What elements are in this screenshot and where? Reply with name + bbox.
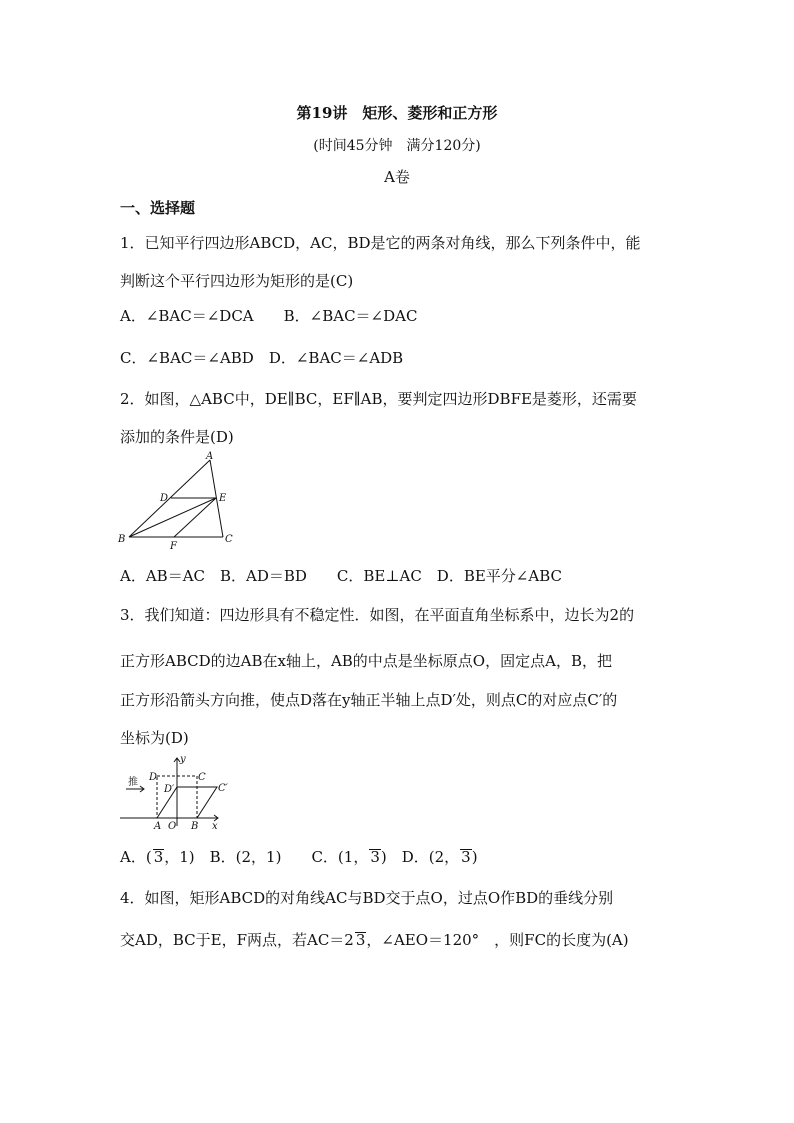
- q3-label-c: C: [198, 772, 206, 783]
- q2-line1: 2．如图，△ABC中，DE∥BC，EF∥AB，要判定四边形DBFE是菱形，还需要: [120, 390, 637, 408]
- sqrt-3-a: [153, 849, 165, 866]
- q2-label-b: B: [118, 534, 126, 545]
- q4-line2: [120, 929, 629, 950]
- q3-opt-a-post: ，1): [164, 848, 195, 866]
- q4-line1: 4．如图，矩形ABCD的对角线AC与BD交于点O，过点O作BD的垂线分别: [120, 889, 614, 907]
- q1-options-cd: C．∠BAC＝∠ABD D．∠BAC＝∠ADB: [120, 349, 404, 367]
- q3-push-label: 推: [128, 777, 138, 788]
- q3-line2: 正方形ABCD的边AB在x轴上，AB的中点是坐标原点O，固定点A，B，把: [120, 652, 612, 670]
- q3-opt-d-post: ): [471, 848, 478, 866]
- q3-label-o: O: [168, 821, 177, 832]
- q1-line2: 判断这个平行四边形为矩形的是(C): [120, 272, 354, 290]
- q3-label-cprime: C′: [218, 783, 228, 794]
- sqrt-radicand: 3: [355, 931, 366, 949]
- sqrt-radicand: 3: [461, 848, 471, 866]
- q3-opt-cd: ) D．(2，: [380, 848, 460, 866]
- q3-line4: 坐标为(D): [120, 729, 189, 747]
- q4-line2-pre: 交AD，BC于E，F两点，若AC＝2: [120, 931, 354, 949]
- page-title: 第19讲 矩形、菱形和正方形: [296, 104, 498, 122]
- q3-label-dprime: D′: [164, 784, 175, 795]
- q3-line1: 3．我们知道：四边形具有不稳定性．如图，在平面直角坐标系中，边长为2的: [120, 606, 635, 624]
- section-heading: 一、选择题: [120, 199, 196, 217]
- q3-label-a: A: [154, 821, 162, 832]
- q2-triangle-figure: [115, 450, 245, 550]
- q3-opt-a-pre: A．(: [120, 848, 152, 866]
- page-subtitle: (时间45分钟 满分120分): [313, 138, 481, 154]
- sqrt-3-q4: [355, 932, 367, 949]
- q2-label-f: F: [170, 541, 177, 550]
- q4-line2-post: ，∠AEO＝120° ，则FC的长度为(A): [366, 931, 629, 949]
- q3-options: [120, 846, 478, 867]
- q3-label-d: D: [149, 772, 158, 783]
- sqrt-3-c: [369, 849, 381, 866]
- q3-line3: 正方形沿箭头方向推，使点D落在y轴正半轴上点D′处，则点C的对应点C′的: [120, 691, 618, 709]
- q3-label-y: y: [180, 754, 186, 765]
- q2-line2: 添加的条件是(D): [120, 428, 234, 446]
- q2-options: A．AB＝AC B．AD＝BD C．BE⊥AC D．BE平分∠ABC: [120, 567, 562, 585]
- sqrt-3-d: [460, 849, 472, 866]
- sqrt-radicand: 3: [153, 848, 164, 866]
- q1-line1: 1．已知平行四边形ABCD，AC，BD是它的两条对角线，那么下列条件中，能: [120, 234, 641, 252]
- volume-label: A卷: [384, 168, 410, 186]
- q2-label-e: E: [219, 493, 227, 504]
- q2-label-d: D: [160, 493, 169, 504]
- q3-coordinate-figure: [118, 752, 233, 832]
- sqrt-radicand: 3: [370, 848, 380, 866]
- q3-label-b: B: [191, 821, 199, 832]
- q2-label-a: A: [206, 451, 214, 462]
- q1-options-ab: A．∠BAC＝∠DCA B．∠BAC＝∠DAC: [120, 307, 418, 325]
- q2-label-c: C: [225, 534, 233, 545]
- q3-opt-bc: B．(2，1) C．(1，: [194, 848, 369, 866]
- q3-label-x: x: [212, 821, 218, 832]
